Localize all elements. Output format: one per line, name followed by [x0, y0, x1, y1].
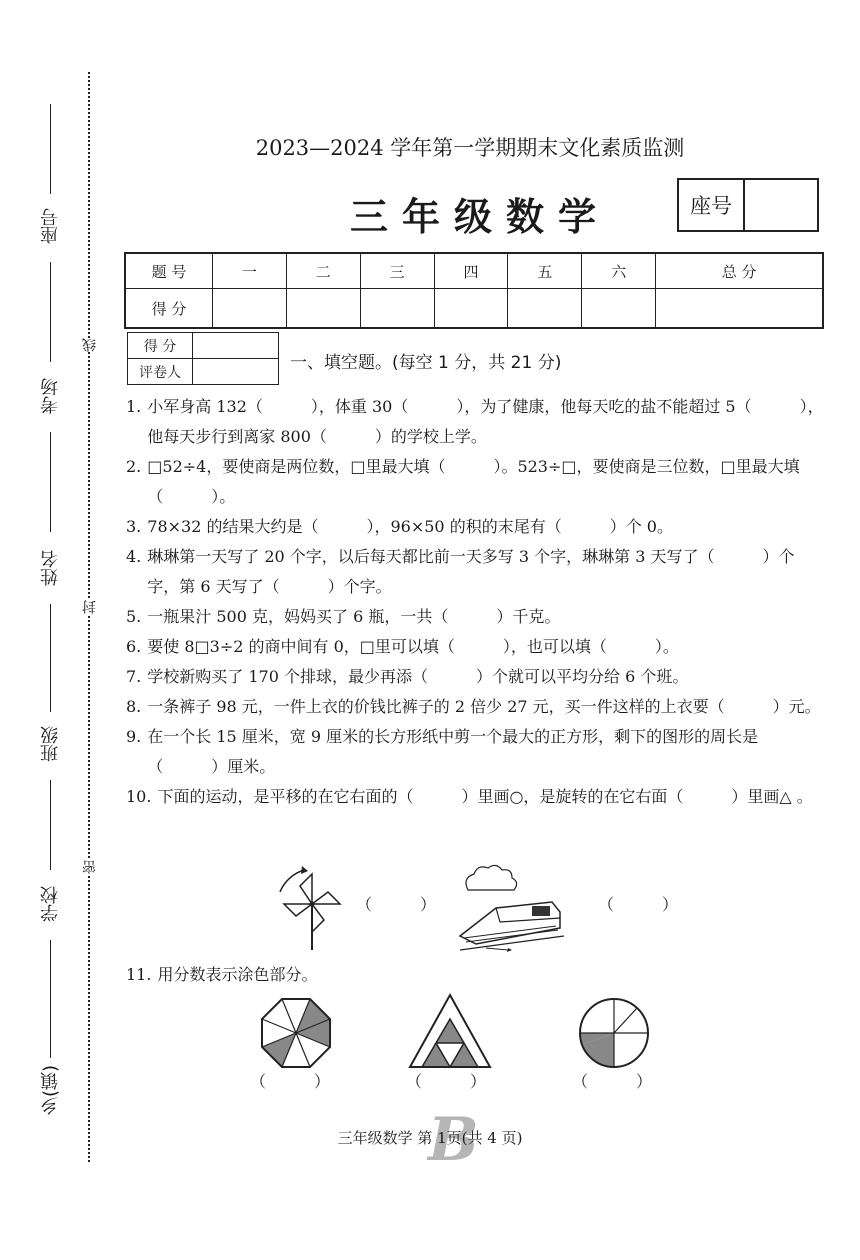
seat-blank: [50, 104, 51, 194]
question-item: [126, 542, 826, 602]
score-table-col-total: 总 分: [656, 253, 823, 289]
grader-box: [127, 332, 279, 385]
grader-name-field[interactable]: [193, 359, 279, 385]
train-icon: [456, 862, 566, 952]
question-item: [126, 692, 826, 722]
question-number: 7.: [126, 667, 142, 686]
answer-paren-circle[interactable]: （ ）: [572, 1072, 653, 1091]
score-table: [124, 252, 824, 329]
town-blank: [50, 940, 51, 1058]
binding-label-room: 考场: [40, 378, 61, 414]
question-number: 9.: [126, 727, 142, 746]
score-cell[interactable]: [434, 289, 508, 329]
binding-label-school: 学校: [40, 886, 61, 922]
question-number: 4.: [126, 547, 142, 566]
question-item: [126, 452, 826, 512]
score-table-score-row: [125, 289, 823, 329]
grader-score-field[interactable]: [193, 333, 279, 359]
question-text: 一条裤子 98 元，一件上衣的价钱比裤子的 2 倍少 27 元，买一件这样的上衣要（ ）元。: [147, 697, 821, 716]
score-table-header-row: [125, 253, 823, 289]
score-table-col: 六: [582, 253, 656, 289]
question-number: 6.: [126, 637, 142, 656]
seat-number-field[interactable]: [745, 180, 817, 230]
seal-word-line: 线: [82, 338, 98, 352]
seal-word-secret: 密: [82, 860, 98, 874]
grader-score-label: 得 分: [128, 333, 193, 359]
score-cell[interactable]: [360, 289, 434, 329]
question-number: 8.: [126, 697, 142, 716]
score-table-col: 一: [213, 253, 287, 289]
class-blank: [50, 604, 51, 712]
question-item: [126, 602, 826, 632]
watermark-letter: B: [428, 1105, 479, 1175]
score-table-row-label: 题 号: [125, 253, 213, 289]
binding-label-seat: 座号: [40, 208, 61, 244]
score-cell-total[interactable]: [656, 289, 823, 329]
seat-number-label: 座号: [679, 180, 745, 230]
question-text: 小军身高 132（ ），体重 30（ ），为了健康，他每天吃的盐不能超过 5（ ），他每天步行到离家 800（ ）的学校上学。: [147, 397, 824, 446]
circle-figure: [576, 995, 652, 1071]
question-number: 11.: [126, 965, 152, 984]
answer-paren-octagon[interactable]: （ ）: [250, 1072, 331, 1091]
question-text: 要使 8□3÷2 的商中间有 0，□里可以填（ ），也可以填（ ）。: [147, 637, 679, 656]
score-table-col: 四: [434, 253, 508, 289]
question-text: 学校新购买了 170 个排球，最少再添（ ）个就可以平均分给 6 个班。: [147, 667, 689, 686]
school-blank: [50, 780, 51, 870]
score-cell[interactable]: [582, 289, 656, 329]
question-number: 5.: [126, 607, 142, 626]
answer-paren-triangle[interactable]: （ ）: [406, 1072, 487, 1091]
question-item: [126, 782, 826, 812]
triangle-figure: [408, 991, 492, 1071]
question-number: 3.: [126, 517, 142, 536]
pinwheel-icon: [270, 862, 360, 952]
grader-name-label: 评卷人: [128, 359, 193, 385]
binding-label-class: 班级: [40, 726, 61, 762]
fraction-figures: [250, 995, 670, 1095]
score-cell[interactable]: [508, 289, 582, 329]
question-item: [126, 662, 826, 692]
score-table-col: 二: [286, 253, 360, 289]
question-text: 在一个长 15 厘米，宽 9 厘米的长方形纸中剪一个最大的正方形，剩下的图形的周长是（ ）厘米。: [147, 727, 759, 776]
question-text: 用分数表示涂色部分。: [157, 965, 318, 984]
question-item: [126, 512, 826, 542]
motion-figures: [270, 862, 790, 952]
question-text: 琳琳第一天写了 20 个字，以后每天都比前一天多写 3 个字，琳琳第 3 天写了（ ）个字，第 6 天写了（ ）个字。: [147, 547, 795, 596]
seat-number-box: [677, 178, 819, 232]
binding-label-town: 乡(镇): [40, 1064, 61, 1116]
octagon-figure: [258, 995, 334, 1071]
question-text: □52÷4，要使商是两位数，□里最大填（ ）。523÷□，要使商是三位数，□里最大填（ ）。: [147, 457, 800, 506]
binding-dotted-line: [88, 72, 90, 1162]
subject-title: 三年级数学: [349, 195, 610, 239]
score-table-col: 三: [360, 253, 434, 289]
seal-word-seal: 封: [82, 600, 98, 614]
score-cell[interactable]: [286, 289, 360, 329]
question-text: 下面的运动，是平移的在它右面的（ ）里画○，是旋转的在它右面（ ）里画△ 。: [157, 787, 813, 806]
page-footer: 三年级数学 第 1页(共 4 页): [337, 1129, 523, 1147]
section-title: 一、填空题。(每空 1 分，共 21 分): [290, 353, 562, 373]
binding-label-name: 姓名: [40, 550, 61, 586]
question-item: [126, 632, 826, 662]
question-text: 78×32 的结果大约是（ ），96×50 的积的末尾有（ ）个 0。: [147, 517, 673, 536]
answer-paren-pinwheel[interactable]: （ ）: [356, 895, 437, 914]
room-blank: [50, 262, 51, 362]
question-text: 一瓶果汁 500 克，妈妈买了 6 瓶，一共（ ）千克。: [147, 607, 561, 626]
question-item: [126, 960, 317, 990]
answer-paren-train[interactable]: （ ）: [598, 895, 679, 914]
name-blank: [50, 432, 51, 532]
exam-header: 2023—2024 学年第一学期期末文化素质监测: [255, 136, 685, 160]
question-list: [126, 392, 826, 812]
question-number: 2.: [126, 457, 142, 476]
question-item: [126, 722, 826, 782]
question-item: [126, 392, 826, 452]
score-table-col: 五: [508, 253, 582, 289]
score-cell[interactable]: [213, 289, 287, 329]
question-number: 10.: [126, 787, 152, 806]
score-table-row-label: 得 分: [125, 289, 213, 329]
question-number: 1.: [126, 397, 142, 416]
